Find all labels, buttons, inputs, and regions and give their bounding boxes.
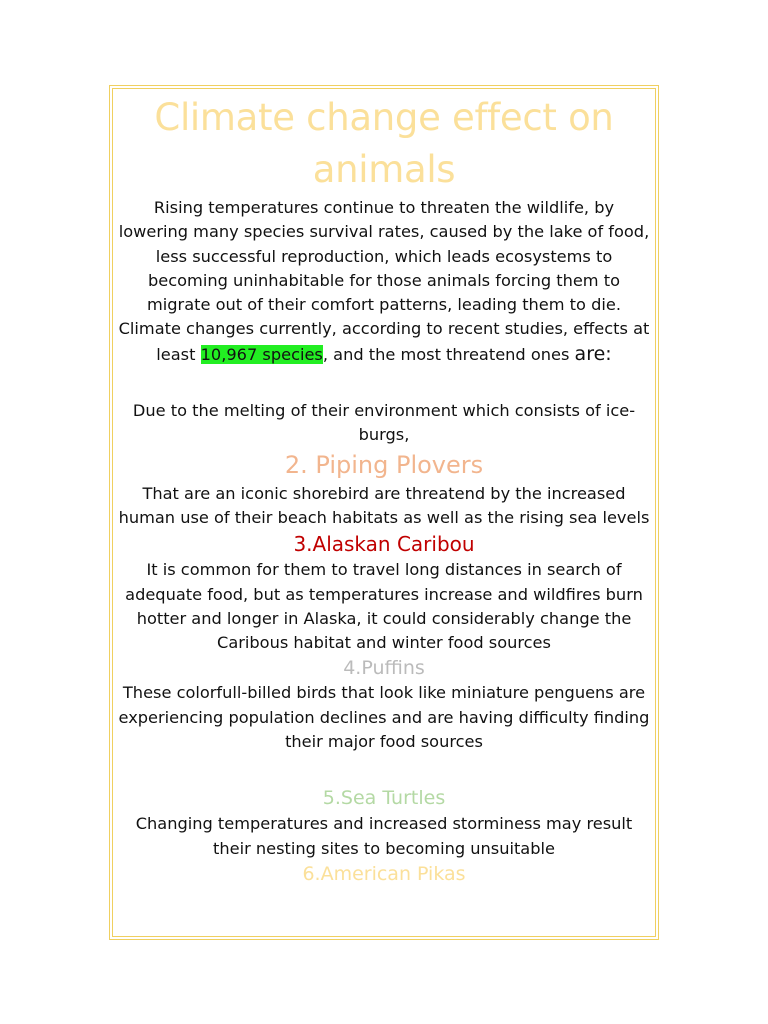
spacer <box>118 367 650 399</box>
intro-text-continued: , and the most threatend ones <box>322 344 575 364</box>
spacer <box>118 754 650 784</box>
puffins-paragraph: These colorfull-billed birds that look like miniature penguens are experiencing population declines and are having difficulty finding their major food sources <box>118 683 650 752</box>
heading-piping-plovers: 2. Piping Plovers <box>284 450 484 479</box>
heading-alaskan-caribou: 3.Alaskan Caribou <box>293 532 475 557</box>
piping-plovers-paragraph: That are an iconic shorebird are threatend by the increased human use of their beach habitats as well as the rising sea levels <box>118 483 650 527</box>
heading-sea-turtles: 5.Sea Turtles <box>322 787 446 810</box>
heading-puffins: 4.Puffins <box>343 657 425 680</box>
sea-turtles-paragraph: Changing temperatures and increased storminess may result their nesting sites to becoming unsuitable <box>135 814 633 858</box>
ice-melting-paragraph: Due to the melting of their environment which consists of ice-burgs, <box>132 401 636 445</box>
intro-paragraph <box>118 196 650 367</box>
intro-text: Rising temperatures continue to threaten the wildlife, by lowering many species survival rates, caused by the lake of food, less successful reproduction, which leads ecosystems to becoming uninhabitable for those animals forcing them to migrate out of their comfort patterns, leading them to die. Climate changes currently, according to recent studies, effects at least <box>118 198 650 364</box>
document-title: Climate change effect on animals <box>154 96 614 191</box>
intro-are: are: <box>574 342 612 365</box>
species-count-highlight: 10,967 species <box>200 344 323 364</box>
heading-american-pikas: 6.American Pikas <box>302 862 466 885</box>
alaskan-caribou-paragraph: It is common for them to travel long distances in search of adequate food, but as temperatures increase and wildfires burn hotter and longer in Alaska, it could considerably change the Caribous habitat and winter food sources <box>125 560 643 653</box>
document-content <box>118 92 650 887</box>
